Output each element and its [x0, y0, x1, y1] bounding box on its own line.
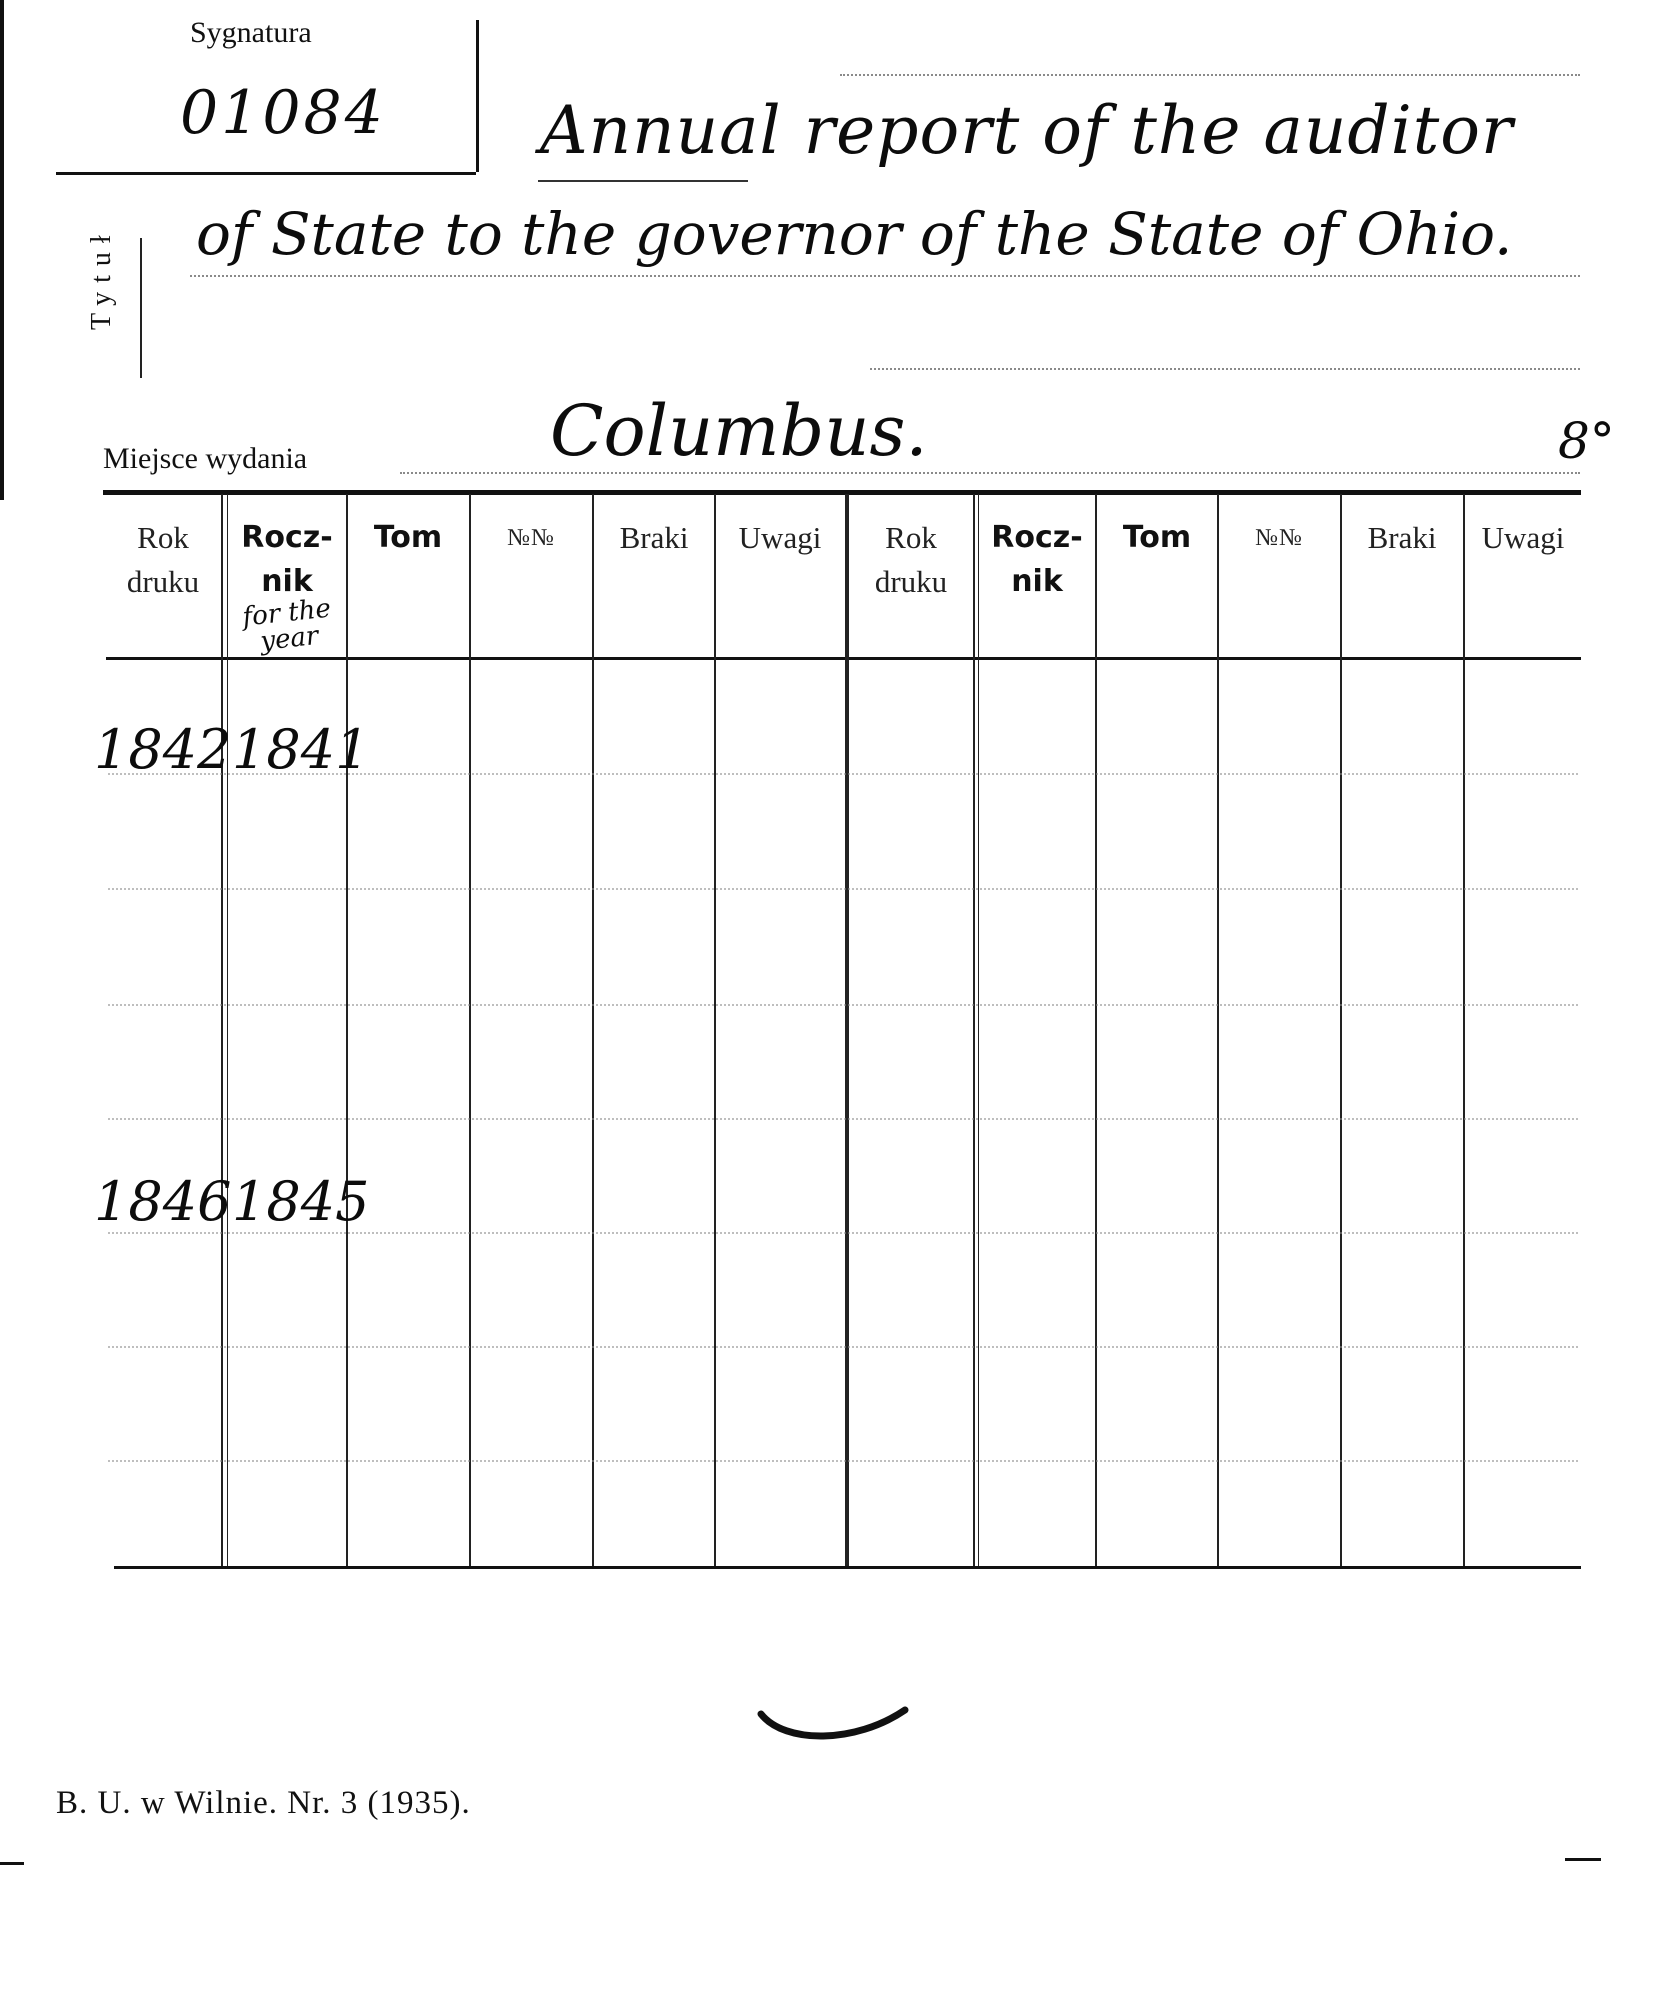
tytul-label: Tytuł [86, 226, 117, 330]
title-line-1-underline [538, 180, 748, 182]
row-guide-7 [108, 1460, 1578, 1462]
col-divider-5 [714, 494, 716, 1566]
title-line-1: Annual report of the auditor [540, 92, 1514, 169]
header-rocznik: Rocz-nik [241, 520, 333, 599]
header-rocznik-2: Rocz-nik [991, 520, 1083, 599]
left-edge-mark [0, 0, 4, 500]
rocznik-note: for the year [241, 593, 333, 657]
col-divider-9 [1217, 494, 1219, 1566]
decorative-flourish [755, 1700, 915, 1760]
bottom-left-mark [0, 1862, 24, 1865]
col-divider-4 [592, 494, 594, 1566]
sygnatura-divider [476, 20, 479, 172]
col-divider-8 [1095, 494, 1097, 1566]
col-divider-1 [221, 494, 223, 1566]
miejsce-label: Miejsce wydania [103, 442, 308, 475]
col-divider-2 [346, 494, 348, 1566]
header-uwagi-2: Uwagi [1481, 520, 1565, 555]
sygnatura-value: 01084 [180, 78, 386, 148]
row-guide-3 [108, 1004, 1578, 1006]
header-numery: №№ [507, 525, 555, 551]
entry-1-rocznik: 1841 [232, 718, 370, 781]
footer-imprint: B. U. w Wilnie. Nr. 3 (1935). [56, 1785, 471, 1821]
header-braki-2: Braki [1367, 520, 1437, 555]
col-divider-11 [1463, 494, 1465, 1566]
header-rok-druku: Rok druku [126, 520, 200, 599]
entry-2-rok-druku: 1846 [94, 1170, 232, 1233]
table-top-rule [103, 490, 1581, 495]
miejsce-value: Columbus. [550, 390, 928, 472]
header-tom-2: Tom [1122, 520, 1192, 555]
sygnatura-underline [56, 172, 476, 175]
tytul-bracket [140, 238, 148, 378]
row-guide-2 [108, 888, 1578, 890]
entry-1-rok-druku: 1842 [94, 718, 232, 781]
row-guide-4 [108, 1118, 1578, 1120]
header-braki: Braki [619, 520, 689, 555]
col-divider-center [845, 494, 849, 1566]
title-dotted-line-2 [190, 275, 1580, 277]
bottom-right-mark [1565, 1858, 1601, 1861]
col-divider-7b [978, 494, 979, 1566]
miejsce-dotted-line [400, 472, 1580, 474]
header-uwagi: Uwagi [738, 520, 822, 555]
col-divider-3 [469, 494, 471, 1566]
sygnatura-label: Sygnatura [190, 16, 312, 49]
table-header-rule [106, 657, 1581, 660]
title-dotted-line-3 [870, 368, 1580, 370]
header-tom: Tom [373, 520, 443, 555]
col-divider-10 [1340, 494, 1342, 1566]
row-guide-6 [108, 1346, 1578, 1348]
header-numery-2: №№ [1255, 525, 1303, 551]
title-dotted-line-1 [840, 74, 1580, 76]
header-rok-druku-2: Rok druku [874, 520, 948, 599]
format-value: 8° [1558, 412, 1615, 470]
entry-2-rocznik: 1845 [232, 1170, 370, 1233]
table-bottom-rule [114, 1566, 1581, 1569]
title-line-2: of State to the governor of the State of Ohio. [196, 200, 1513, 268]
col-divider-7 [973, 494, 975, 1566]
